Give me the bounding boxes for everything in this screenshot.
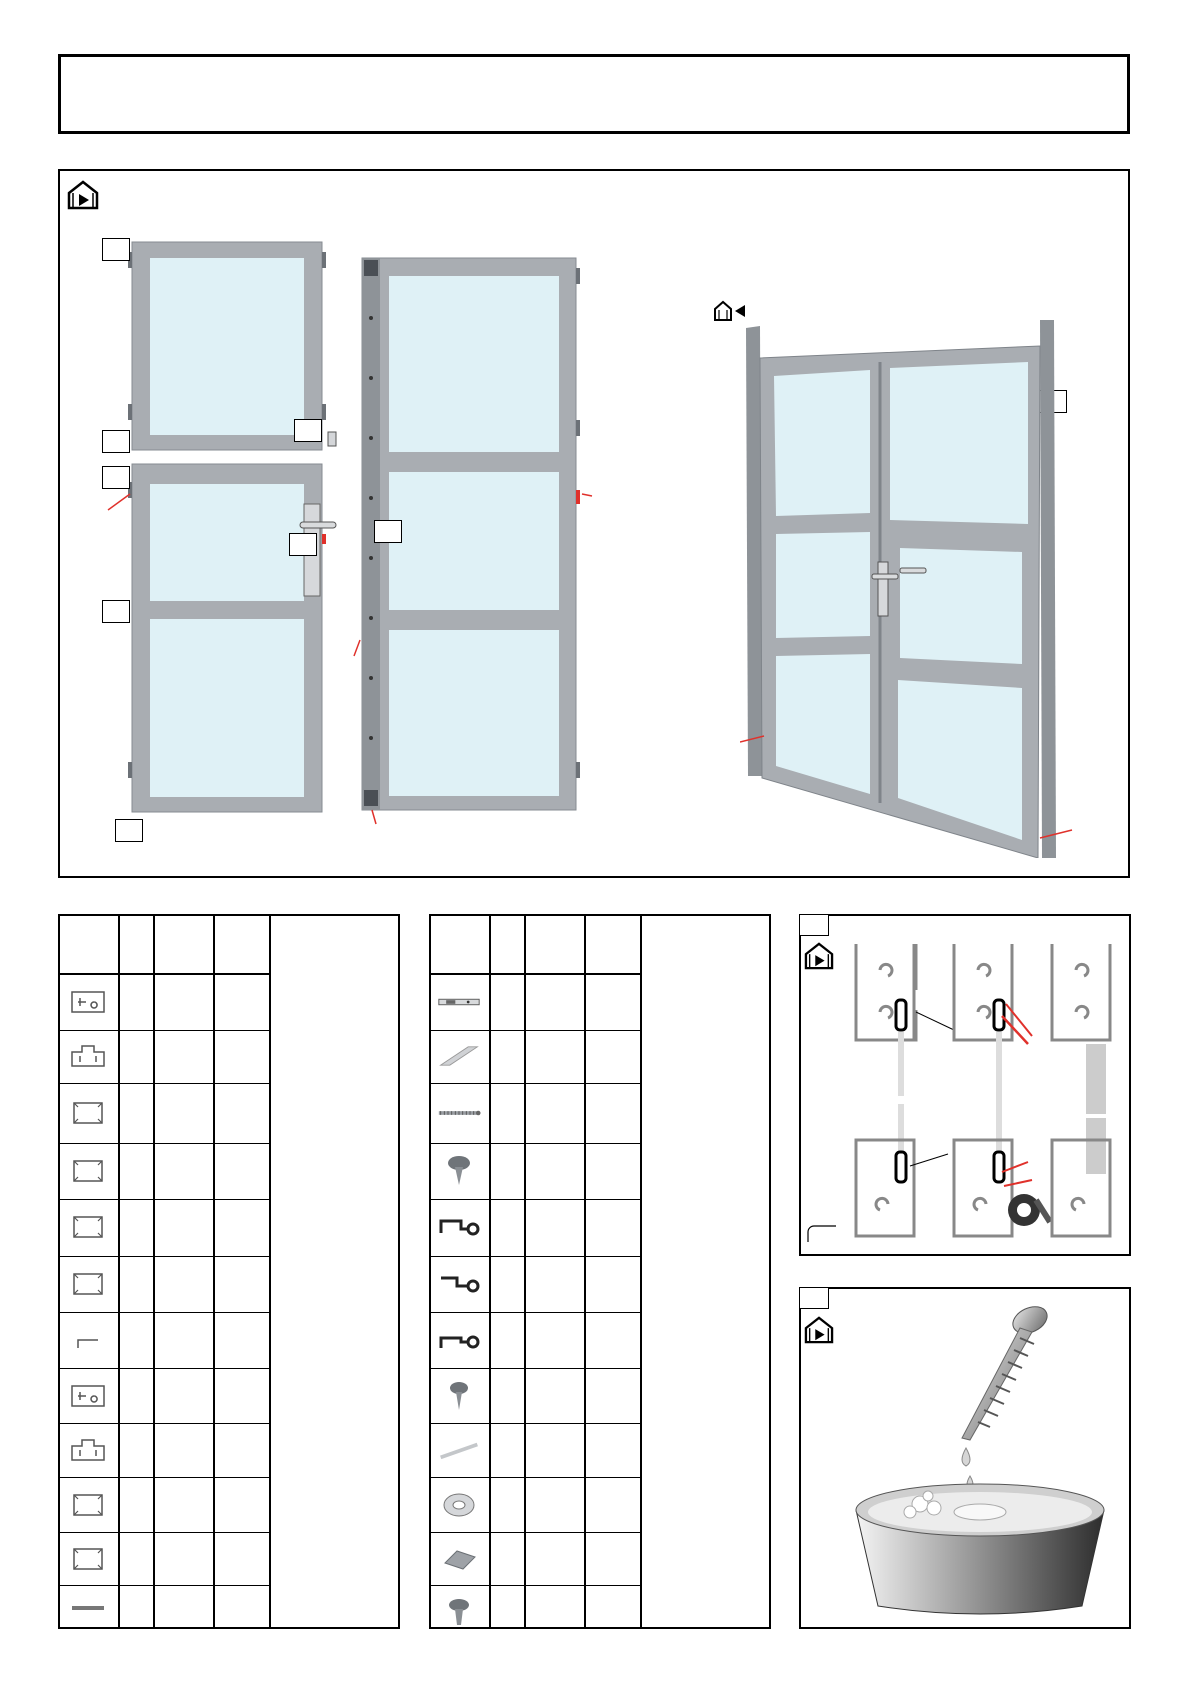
angle-profile-icon xyxy=(66,1320,110,1360)
profile-box-icon xyxy=(66,1207,110,1247)
profile-box-icon xyxy=(66,1539,110,1579)
parts-table-profiles xyxy=(58,914,400,1629)
callout-box xyxy=(102,430,130,453)
glazing-strip-icon xyxy=(437,1430,481,1470)
profile-double-hook-icon xyxy=(66,1036,110,1076)
screw-icon xyxy=(437,1376,481,1416)
profile-double-hook-icon xyxy=(66,1430,110,1470)
screw-icon xyxy=(437,1151,481,1191)
callout-box xyxy=(289,533,317,556)
callout-box xyxy=(374,520,402,543)
callout-box xyxy=(115,819,143,842)
bolt-icon xyxy=(437,1591,481,1631)
title-box xyxy=(58,54,1130,134)
hinge-pin-icon xyxy=(437,1264,481,1304)
flat-bar-icon xyxy=(66,1588,110,1628)
greenhouse-direction-icon xyxy=(67,180,99,210)
parts-table-hardware xyxy=(429,914,771,1629)
profile-box-icon xyxy=(66,1151,110,1191)
washer-icon xyxy=(437,1485,481,1525)
glazing-seal-diagram xyxy=(806,940,1126,1250)
hinge-pin-icon xyxy=(437,1320,481,1360)
callout-box xyxy=(294,419,322,442)
profile-hook-icon xyxy=(66,982,110,1022)
threaded-rod-icon xyxy=(437,1093,481,1133)
profile-box-icon xyxy=(66,1264,110,1304)
callout-box xyxy=(799,914,829,936)
profile-hook-icon xyxy=(66,1376,110,1416)
callout-box xyxy=(799,1287,829,1309)
profile-box-icon xyxy=(66,1485,110,1525)
callout-box xyxy=(102,600,130,623)
exploded-door-diagram xyxy=(100,222,620,832)
assembled-double-door-diagram xyxy=(740,318,1080,858)
bracket-icon xyxy=(437,1036,481,1076)
lock-plate-icon xyxy=(437,982,481,1022)
callout-box xyxy=(102,466,130,489)
greenhouse-direction-icon xyxy=(804,1316,834,1344)
hinge-pin-icon xyxy=(437,1207,481,1247)
callout-box xyxy=(102,238,130,261)
screw-and-soap-bucket-illustration xyxy=(850,1298,1110,1616)
profile-box-icon xyxy=(66,1093,110,1133)
clip-icon xyxy=(437,1539,481,1579)
